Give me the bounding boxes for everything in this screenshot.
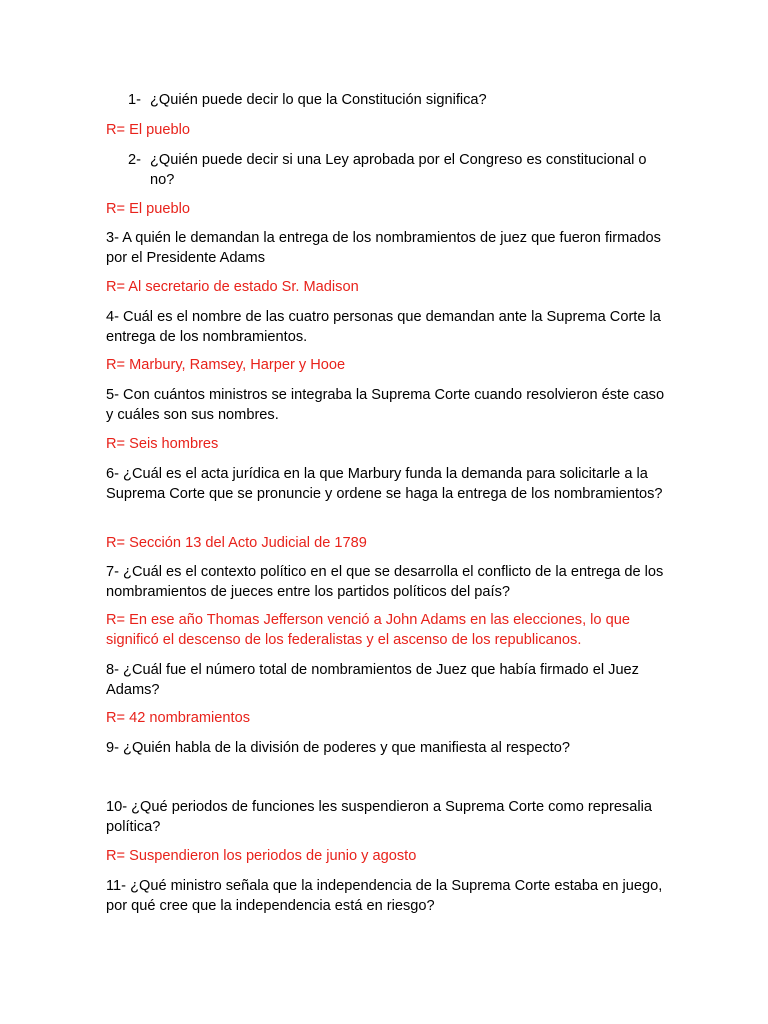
question-4: 4- Cuál es el nombre de las cuatro personas que demandan ante la Suprema Corte la entrega de los nombramientos. — [106, 309, 661, 345]
question-number: 1- — [128, 92, 141, 108]
question-11: 11- ¿Qué ministro señala que la independencia de la Suprema Corte estaba en juego, por qué cree que la independencia está en riesgo? — [106, 878, 663, 914]
question-number: 2- — [128, 152, 141, 168]
question-3: 3- A quién le demandan la entrega de los nombramientos de juez que fueron firmados por el Presidente Adams — [106, 230, 661, 266]
answer-6: R= Sección 13 del Acto Judicial de 1789 — [106, 535, 367, 551]
question-text: ¿Quién puede decir si una Ley aprobada por el Congreso es constitucional o no? — [150, 152, 647, 188]
question-6: 6- ¿Cuál es el acta jurídica en la que Marbury funda la demanda para solicitarle a la Suprema Corte que se pronuncie y ordene se haga la entrega de los nombramientos? — [106, 466, 663, 502]
question-8: 8- ¿Cuál fue el número total de nombramientos de Juez que había firmado el Juez Adams? — [106, 662, 639, 698]
answer-2: R= El pueblo — [106, 201, 190, 217]
question-10: 10- ¿Qué periodos de funciones les suspendieron a Suprema Corte como represalia política? — [106, 799, 652, 835]
question-2 — [128, 150, 688, 190]
question-1 — [128, 90, 688, 110]
question-9: 9- ¿Quién habla de la división de poderes y que manifiesta al respecto? — [106, 740, 571, 756]
answer-7: R= En ese año Thomas Jefferson venció a John Adams en las elecciones, lo que significó el descenso de los federalistas y el ascenso de los republicanos. — [106, 612, 630, 648]
question-text: ¿Quién puede decir lo que la Constitución significa? — [150, 92, 487, 108]
answer-5: R= Seis hombres — [106, 436, 219, 452]
answer-4: R= Marbury, Ramsey, Harper y Hooe — [106, 357, 346, 373]
answer-10: R= Suspendieron los periodos de junio y agosto — [106, 848, 417, 864]
answer-1: R= El pueblo — [106, 122, 190, 138]
question-5: 5- Con cuántos ministros se integraba la Suprema Corte cuando resolvieron éste caso y cuáles son sus nombres. — [106, 387, 665, 423]
answer-8: R= 42 nombramientos — [106, 710, 250, 726]
answer-3: R= Al secretario de estado Sr. Madison — [106, 279, 359, 295]
question-7: 7- ¿Cuál es el contexto político en el que se desarrolla el conflicto de la entrega de los nombramientos de jueces entre los partidos políticos del país? — [106, 564, 664, 600]
